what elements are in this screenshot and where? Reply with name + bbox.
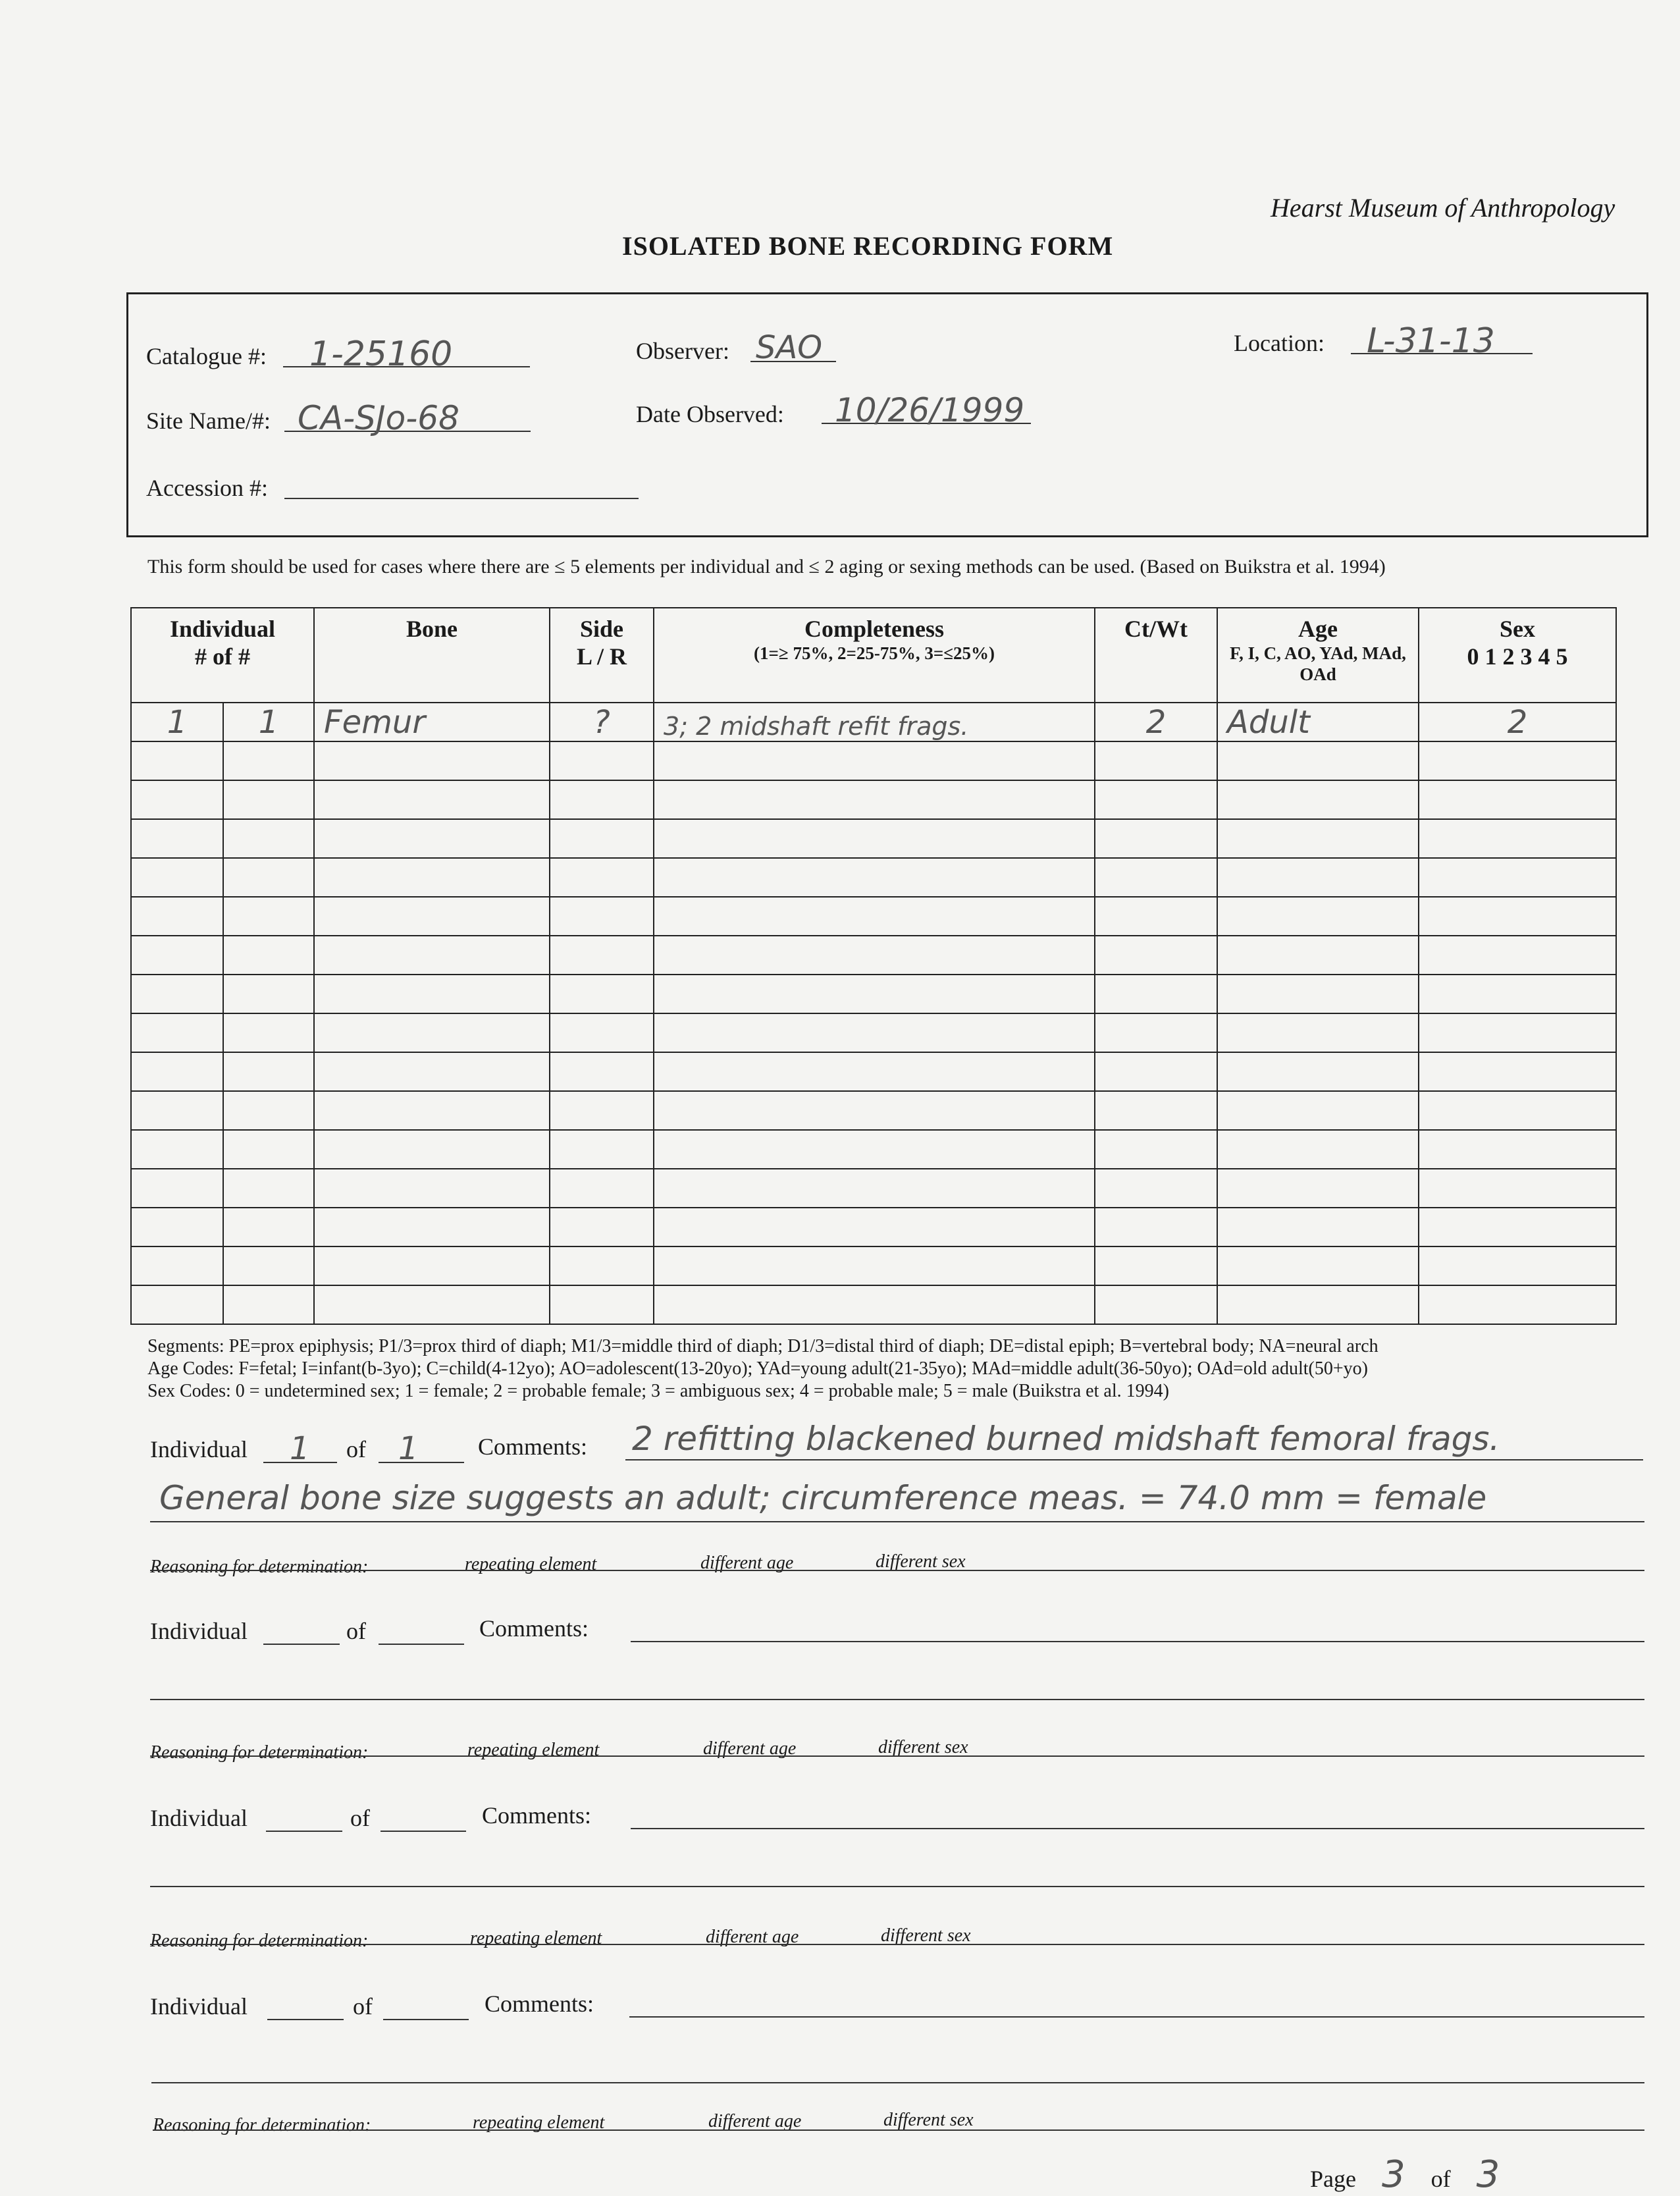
table-cell[interactable] — [1217, 780, 1419, 819]
entry3-diff-sex: different sex — [881, 1925, 971, 1946]
table-cell[interactable] — [1419, 1130, 1616, 1169]
entry4-of-field[interactable] — [383, 1987, 469, 2020]
table-cell[interactable] — [131, 780, 223, 819]
table-cell[interactable] — [654, 780, 1095, 819]
table-cell[interactable] — [1217, 1169, 1419, 1208]
entry1-of: 1 — [398, 1430, 419, 1467]
entry1-comment-text2: General bone size suggests an adult; circumference meas. = 74.0 mm = female — [159, 1479, 1487, 1517]
header-individual-sub: # of # — [195, 643, 250, 670]
entry3-reasoning-label: Reasoning for determination: — [150, 1931, 369, 1951]
table-cell[interactable] — [550, 1208, 654, 1246]
table-cell[interactable] — [314, 858, 550, 897]
entry1-num: 1 — [290, 1430, 310, 1467]
table-row — [131, 1246, 1616, 1285]
table-cell[interactable] — [654, 1130, 1095, 1169]
table-cell[interactable] — [131, 1285, 223, 1324]
table-cell[interactable] — [314, 780, 550, 819]
header-completeness-sub: (1=≥ 75%, 2=25-75%, 3=≤25%) — [754, 643, 995, 663]
page-num: 3 — [1381, 2153, 1405, 2196]
table-cell[interactable] — [1095, 975, 1217, 1013]
entry2-comment-line1[interactable] — [631, 1601, 1644, 1642]
cell-bone[interactable]: Femur — [314, 703, 550, 741]
header-side-label: Side — [580, 616, 624, 642]
table-cell[interactable] — [1217, 1091, 1419, 1130]
catalogue-value: 1-25160 — [309, 335, 453, 374]
table-cell[interactable] — [131, 897, 223, 936]
table-cell[interactable] — [1217, 1246, 1419, 1285]
table-cell[interactable] — [1095, 1246, 1217, 1285]
table-cell[interactable] — [1419, 780, 1616, 819]
age-codes: Age Codes: F=fetal; I=infant(b-3yo); C=child(4-12yo); AO=adolescent(13-20yo); YAd=young adult(21-35yo); MAd=middle adult(36-50yo); OAd=old adult(50+yo) — [147, 1358, 1368, 1379]
date-field[interactable] — [822, 391, 1031, 429]
entry2-num-field[interactable] — [263, 1612, 340, 1645]
entry1-comment-line1[interactable] — [625, 1420, 1643, 1460]
table-row — [131, 975, 1616, 1013]
date-label: Date Observed: — [636, 401, 784, 427]
table-cell[interactable] — [654, 1052, 1095, 1091]
table-cell[interactable] — [223, 1091, 314, 1130]
entry3-repeating: repeating element — [470, 1928, 602, 1948]
table-cell[interactable] — [223, 1169, 314, 1208]
table-cell[interactable] — [1419, 1013, 1616, 1052]
entry1-diff-sex: different sex — [876, 1551, 966, 1572]
cell-completeness[interactable]: 3; 2 midshaft refit frags. — [654, 703, 1095, 741]
header-individual — [131, 608, 314, 703]
catalogue-field[interactable] — [283, 335, 530, 374]
table-cell[interactable] — [223, 1052, 314, 1091]
header-ctwt — [1095, 608, 1217, 703]
entry4-individual-label: Individual — [150, 1993, 248, 2020]
header-bone — [314, 608, 550, 703]
table-cell[interactable] — [654, 1013, 1095, 1052]
entry1-reasoning-line[interactable] — [150, 1570, 1644, 1571]
header-age — [1217, 608, 1419, 703]
table-cell[interactable] — [314, 936, 550, 975]
table-cell[interactable] — [550, 1091, 654, 1130]
table-row — [131, 858, 1616, 897]
entry3-of-label: of — [350, 1805, 370, 1831]
table-cell[interactable] — [654, 741, 1095, 780]
table-cell[interactable] — [1217, 858, 1419, 897]
entry4-reasoning-line[interactable] — [153, 2129, 1644, 2131]
table-cell[interactable] — [1217, 819, 1419, 858]
header-sex — [1419, 608, 1616, 703]
entry3-comment-line1[interactable] — [631, 1788, 1644, 1829]
table-cell[interactable] — [223, 819, 314, 858]
cell-age[interactable]: Adult — [1217, 703, 1419, 741]
entry2-reasoning-line[interactable] — [150, 1755, 1644, 1757]
cell-sex[interactable]: 2 — [1419, 703, 1616, 741]
accession-label: Accession #: — [146, 475, 268, 501]
table-cell[interactable] — [1419, 1169, 1616, 1208]
entry4-comment-line1[interactable] — [629, 1977, 1644, 2018]
table-cell[interactable] — [1095, 741, 1217, 780]
cell-ctwt[interactable]: 2 — [1095, 703, 1217, 741]
table-cell[interactable] — [131, 975, 223, 1013]
entry1-diff-age: different age — [700, 1553, 794, 1573]
table-cell[interactable] — [1419, 897, 1616, 936]
table-cell[interactable] — [131, 1246, 223, 1285]
table-cell[interactable] — [223, 897, 314, 936]
table-cell[interactable] — [654, 1091, 1095, 1130]
table-row — [131, 703, 1616, 741]
table-cell[interactable] — [131, 1208, 223, 1246]
table-cell[interactable] — [1095, 1208, 1217, 1246]
entry1-reasoning-label: Reasoning for determination: — [150, 1557, 369, 1577]
table-cell[interactable] — [1419, 936, 1616, 975]
table-cell[interactable] — [223, 975, 314, 1013]
table-cell[interactable] — [131, 1130, 223, 1169]
table-cell[interactable] — [654, 975, 1095, 1013]
table-cell[interactable] — [1217, 936, 1419, 975]
table-cell[interactable] — [550, 1169, 654, 1208]
table-row — [131, 1091, 1616, 1130]
segment-codes: Segments: PE=prox epiphysis; P1/3=prox third of diaph; M1/3=middle third of diaph; D1/3=distal third of diaph; DE=distal epiph; B=vertebral body; NA=neural arch — [147, 1336, 1378, 1356]
table-cell[interactable] — [1095, 1169, 1217, 1208]
cell-of[interactable]: 1 — [223, 703, 314, 741]
table-cell[interactable] — [1419, 1052, 1616, 1091]
table-cell[interactable] — [1095, 936, 1217, 975]
entry2-comment-line2[interactable] — [150, 1662, 1644, 1700]
table-cell[interactable] — [654, 819, 1095, 858]
table-cell[interactable] — [131, 936, 223, 975]
table-cell[interactable] — [1095, 858, 1217, 897]
table-cell[interactable] — [1419, 1208, 1616, 1246]
table-cell[interactable] — [550, 858, 654, 897]
table-cell[interactable] — [1419, 975, 1616, 1013]
entry3-of-field[interactable] — [381, 1799, 466, 1832]
table-cell[interactable] — [1419, 819, 1616, 858]
header-sex-sub: 0 1 2 3 4 5 — [1467, 643, 1568, 670]
table-cell[interactable] — [550, 897, 654, 936]
sex-codes: Sex Codes: 0 = undetermined sex; 1 = female; 2 = probable female; 3 = ambiguous sex; 4 = probable male; 5 = male (Buikstra et al. 1994) — [147, 1381, 1169, 1401]
table-row — [131, 936, 1616, 975]
header-bone-label: Bone — [406, 616, 458, 642]
header-completeness-label: Completeness — [804, 616, 944, 642]
entry1-of-label: of — [346, 1436, 366, 1462]
date-value: 10/26/1999 — [835, 391, 1025, 429]
entry4-repeating: repeating element — [473, 2112, 605, 2133]
usage-note: This form should be used for cases where there are ≤ 5 elements per individual and ≤ 2 aging or sexing methods can be used. (Based on Buikstra et al. 1994) — [147, 556, 1386, 577]
table-cell[interactable] — [314, 975, 550, 1013]
table-cell[interactable] — [314, 1169, 550, 1208]
table-cell[interactable] — [1419, 741, 1616, 780]
table-cell[interactable] — [550, 819, 654, 858]
table-row — [131, 897, 1616, 936]
table-cell[interactable] — [1419, 858, 1616, 897]
entry4-reasoning-label: Reasoning for determination: — [153, 2115, 371, 2135]
code-legend — [147, 1335, 1378, 1403]
table-cell[interactable] — [1419, 1091, 1616, 1130]
header-age-sub: F, I, C, AO, YAd, MAd, OAd — [1230, 643, 1406, 684]
entry1-num-field[interactable] — [263, 1430, 337, 1467]
accession-field[interactable] — [284, 466, 639, 499]
entry1-individual-label: Individual — [150, 1436, 248, 1462]
entry3-diff-age: different age — [706, 1927, 799, 1947]
site-value: CA-SJo-68 — [298, 399, 459, 437]
table-cell[interactable] — [131, 819, 223, 858]
entry4-diff-age: different age — [708, 2111, 802, 2131]
entry3-comments-label: Comments: — [482, 1802, 592, 1829]
table-cell[interactable] — [314, 1246, 550, 1285]
entry2-reasoning-label: Reasoning for determination: — [150, 1742, 369, 1763]
table-cell[interactable] — [314, 741, 550, 780]
table-cell[interactable] — [131, 858, 223, 897]
table-cell[interactable] — [131, 741, 223, 780]
table-row — [131, 1208, 1616, 1246]
header-individual-label: Individual — [169, 616, 276, 642]
table-cell[interactable] — [1095, 1285, 1217, 1324]
header-completeness — [654, 608, 1095, 703]
entry1-comment-line2[interactable] — [150, 1479, 1644, 1522]
table-cell[interactable] — [1217, 1013, 1419, 1052]
page-total: 3 — [1476, 2153, 1500, 2196]
entry1-repeating: repeating element — [465, 1554, 597, 1574]
table-row — [131, 1052, 1616, 1091]
cell-side[interactable]: ? — [550, 703, 654, 741]
observer-label: Observer: — [636, 338, 729, 364]
table-cell[interactable] — [223, 1285, 314, 1324]
location-value: L-31-13 — [1367, 321, 1495, 361]
observer-field[interactable] — [750, 329, 836, 366]
table-cell[interactable] — [223, 1208, 314, 1246]
table-cell[interactable] — [550, 975, 654, 1013]
table-cell[interactable] — [550, 1246, 654, 1285]
table-cell[interactable] — [550, 936, 654, 975]
table-cell[interactable] — [654, 1285, 1095, 1324]
header-ctwt-label: Ct/Wt — [1124, 616, 1188, 642]
table-cell[interactable] — [1095, 780, 1217, 819]
table-cell[interactable] — [1217, 1052, 1419, 1091]
entry2-of-field[interactable] — [379, 1612, 464, 1645]
entry2-comments-label: Comments: — [479, 1615, 589, 1642]
table-cell[interactable] — [1217, 1285, 1419, 1324]
site-field[interactable] — [284, 399, 531, 437]
form-title: ISOLATED BONE RECORDING FORM — [622, 231, 1114, 261]
table-row — [131, 819, 1616, 858]
table-cell[interactable] — [223, 1013, 314, 1052]
entry3-reasoning-line[interactable] — [150, 1944, 1644, 1945]
table-row — [131, 741, 1616, 780]
table-cell[interactable] — [314, 819, 550, 858]
table-row — [131, 780, 1616, 819]
table-row — [131, 1285, 1616, 1324]
entry1-comment-text1: 2 refitting blackened burned midshaft femoral frags. — [632, 1420, 1500, 1458]
table-cell[interactable] — [654, 1208, 1095, 1246]
entry4-of-label: of — [353, 1993, 373, 2020]
entry4-diff-sex: different sex — [883, 2110, 974, 2130]
entry2-diff-sex: different sex — [878, 1737, 968, 1757]
table-cell[interactable] — [550, 1013, 654, 1052]
header-age-label: Age — [1298, 616, 1338, 642]
table-cell[interactable] — [1095, 819, 1217, 858]
table-cell[interactable] — [1217, 897, 1419, 936]
table-cell[interactable] — [223, 780, 314, 819]
table-cell[interactable] — [654, 936, 1095, 975]
table-cell[interactable] — [550, 1052, 654, 1091]
table-cell[interactable] — [550, 780, 654, 819]
table-cell[interactable] — [314, 1091, 550, 1130]
table-cell[interactable] — [1095, 1052, 1217, 1091]
entry1-of-field[interactable] — [379, 1430, 464, 1467]
header-sex-label: Sex — [1500, 616, 1536, 642]
page-label: Page — [1310, 2166, 1356, 2192]
table-cell[interactable] — [314, 1208, 550, 1246]
table-cell[interactable] — [550, 1130, 654, 1169]
table-cell[interactable] — [1095, 1130, 1217, 1169]
header-side — [550, 608, 654, 703]
table-cell[interactable] — [550, 1285, 654, 1324]
table-cell[interactable] — [654, 1169, 1095, 1208]
table-cell[interactable] — [314, 1285, 550, 1324]
table-row — [131, 1130, 1616, 1169]
table-cell[interactable] — [550, 741, 654, 780]
table-cell[interactable] — [223, 1246, 314, 1285]
location-field[interactable] — [1351, 321, 1533, 361]
entry2-repeating: repeating element — [467, 1740, 600, 1760]
entry3-num-field[interactable] — [266, 1799, 342, 1832]
table-cell[interactable] — [654, 858, 1095, 897]
bone-table — [130, 607, 1617, 1325]
table-cell[interactable] — [131, 1091, 223, 1130]
museum-name: Hearst Museum of Anthropology — [1271, 193, 1615, 223]
table-cell[interactable] — [1217, 1208, 1419, 1246]
table-cell[interactable] — [314, 897, 550, 936]
table-cell[interactable] — [131, 1052, 223, 1091]
entry4-num-field[interactable] — [267, 1987, 344, 2020]
table-cell[interactable] — [131, 1013, 223, 1052]
table-row — [131, 1169, 1616, 1208]
header-side-sub: L / R — [577, 643, 627, 670]
table-cell[interactable] — [223, 936, 314, 975]
observer-value: SAO — [756, 329, 823, 366]
table-cell[interactable] — [1217, 741, 1419, 780]
entry4-comment-line2[interactable] — [151, 2045, 1644, 2083]
entry4-comments-label: Comments: — [485, 1991, 594, 2017]
entry1-comments-label: Comments: — [478, 1433, 588, 1460]
page-of-label: of — [1431, 2166, 1451, 2192]
table-cell[interactable] — [654, 897, 1095, 936]
entry2-diff-age: different age — [703, 1738, 797, 1759]
table-cell[interactable] — [223, 858, 314, 897]
entry3-comment-line2[interactable] — [150, 1849, 1644, 1887]
table-cell[interactable] — [1419, 1246, 1616, 1285]
table-cell[interactable] — [223, 741, 314, 780]
page-number — [1310, 2153, 1500, 2196]
table-cell[interactable] — [1095, 1013, 1217, 1052]
table-cell[interactable] — [1217, 975, 1419, 1013]
cell-num[interactable]: 1 — [131, 703, 223, 741]
catalogue-label: Catalogue #: — [146, 343, 267, 369]
entry2-individual-label: Individual — [150, 1618, 248, 1644]
table-cell[interactable] — [314, 1130, 550, 1169]
site-label: Site Name/#: — [146, 408, 271, 434]
table-cell[interactable] — [1419, 1285, 1616, 1324]
entry2-of-label: of — [346, 1618, 366, 1644]
table-cell[interactable] — [314, 1013, 550, 1052]
table-cell[interactable] — [131, 1169, 223, 1208]
table-cell[interactable] — [1095, 1091, 1217, 1130]
table-cell[interactable] — [1217, 1130, 1419, 1169]
location-label: Location: — [1234, 330, 1325, 356]
table-row — [131, 1013, 1616, 1052]
table-cell[interactable] — [654, 1246, 1095, 1285]
table-cell[interactable] — [314, 1052, 550, 1091]
entry3-individual-label: Individual — [150, 1805, 248, 1831]
table-cell[interactable] — [1095, 897, 1217, 936]
table-cell[interactable] — [223, 1130, 314, 1169]
